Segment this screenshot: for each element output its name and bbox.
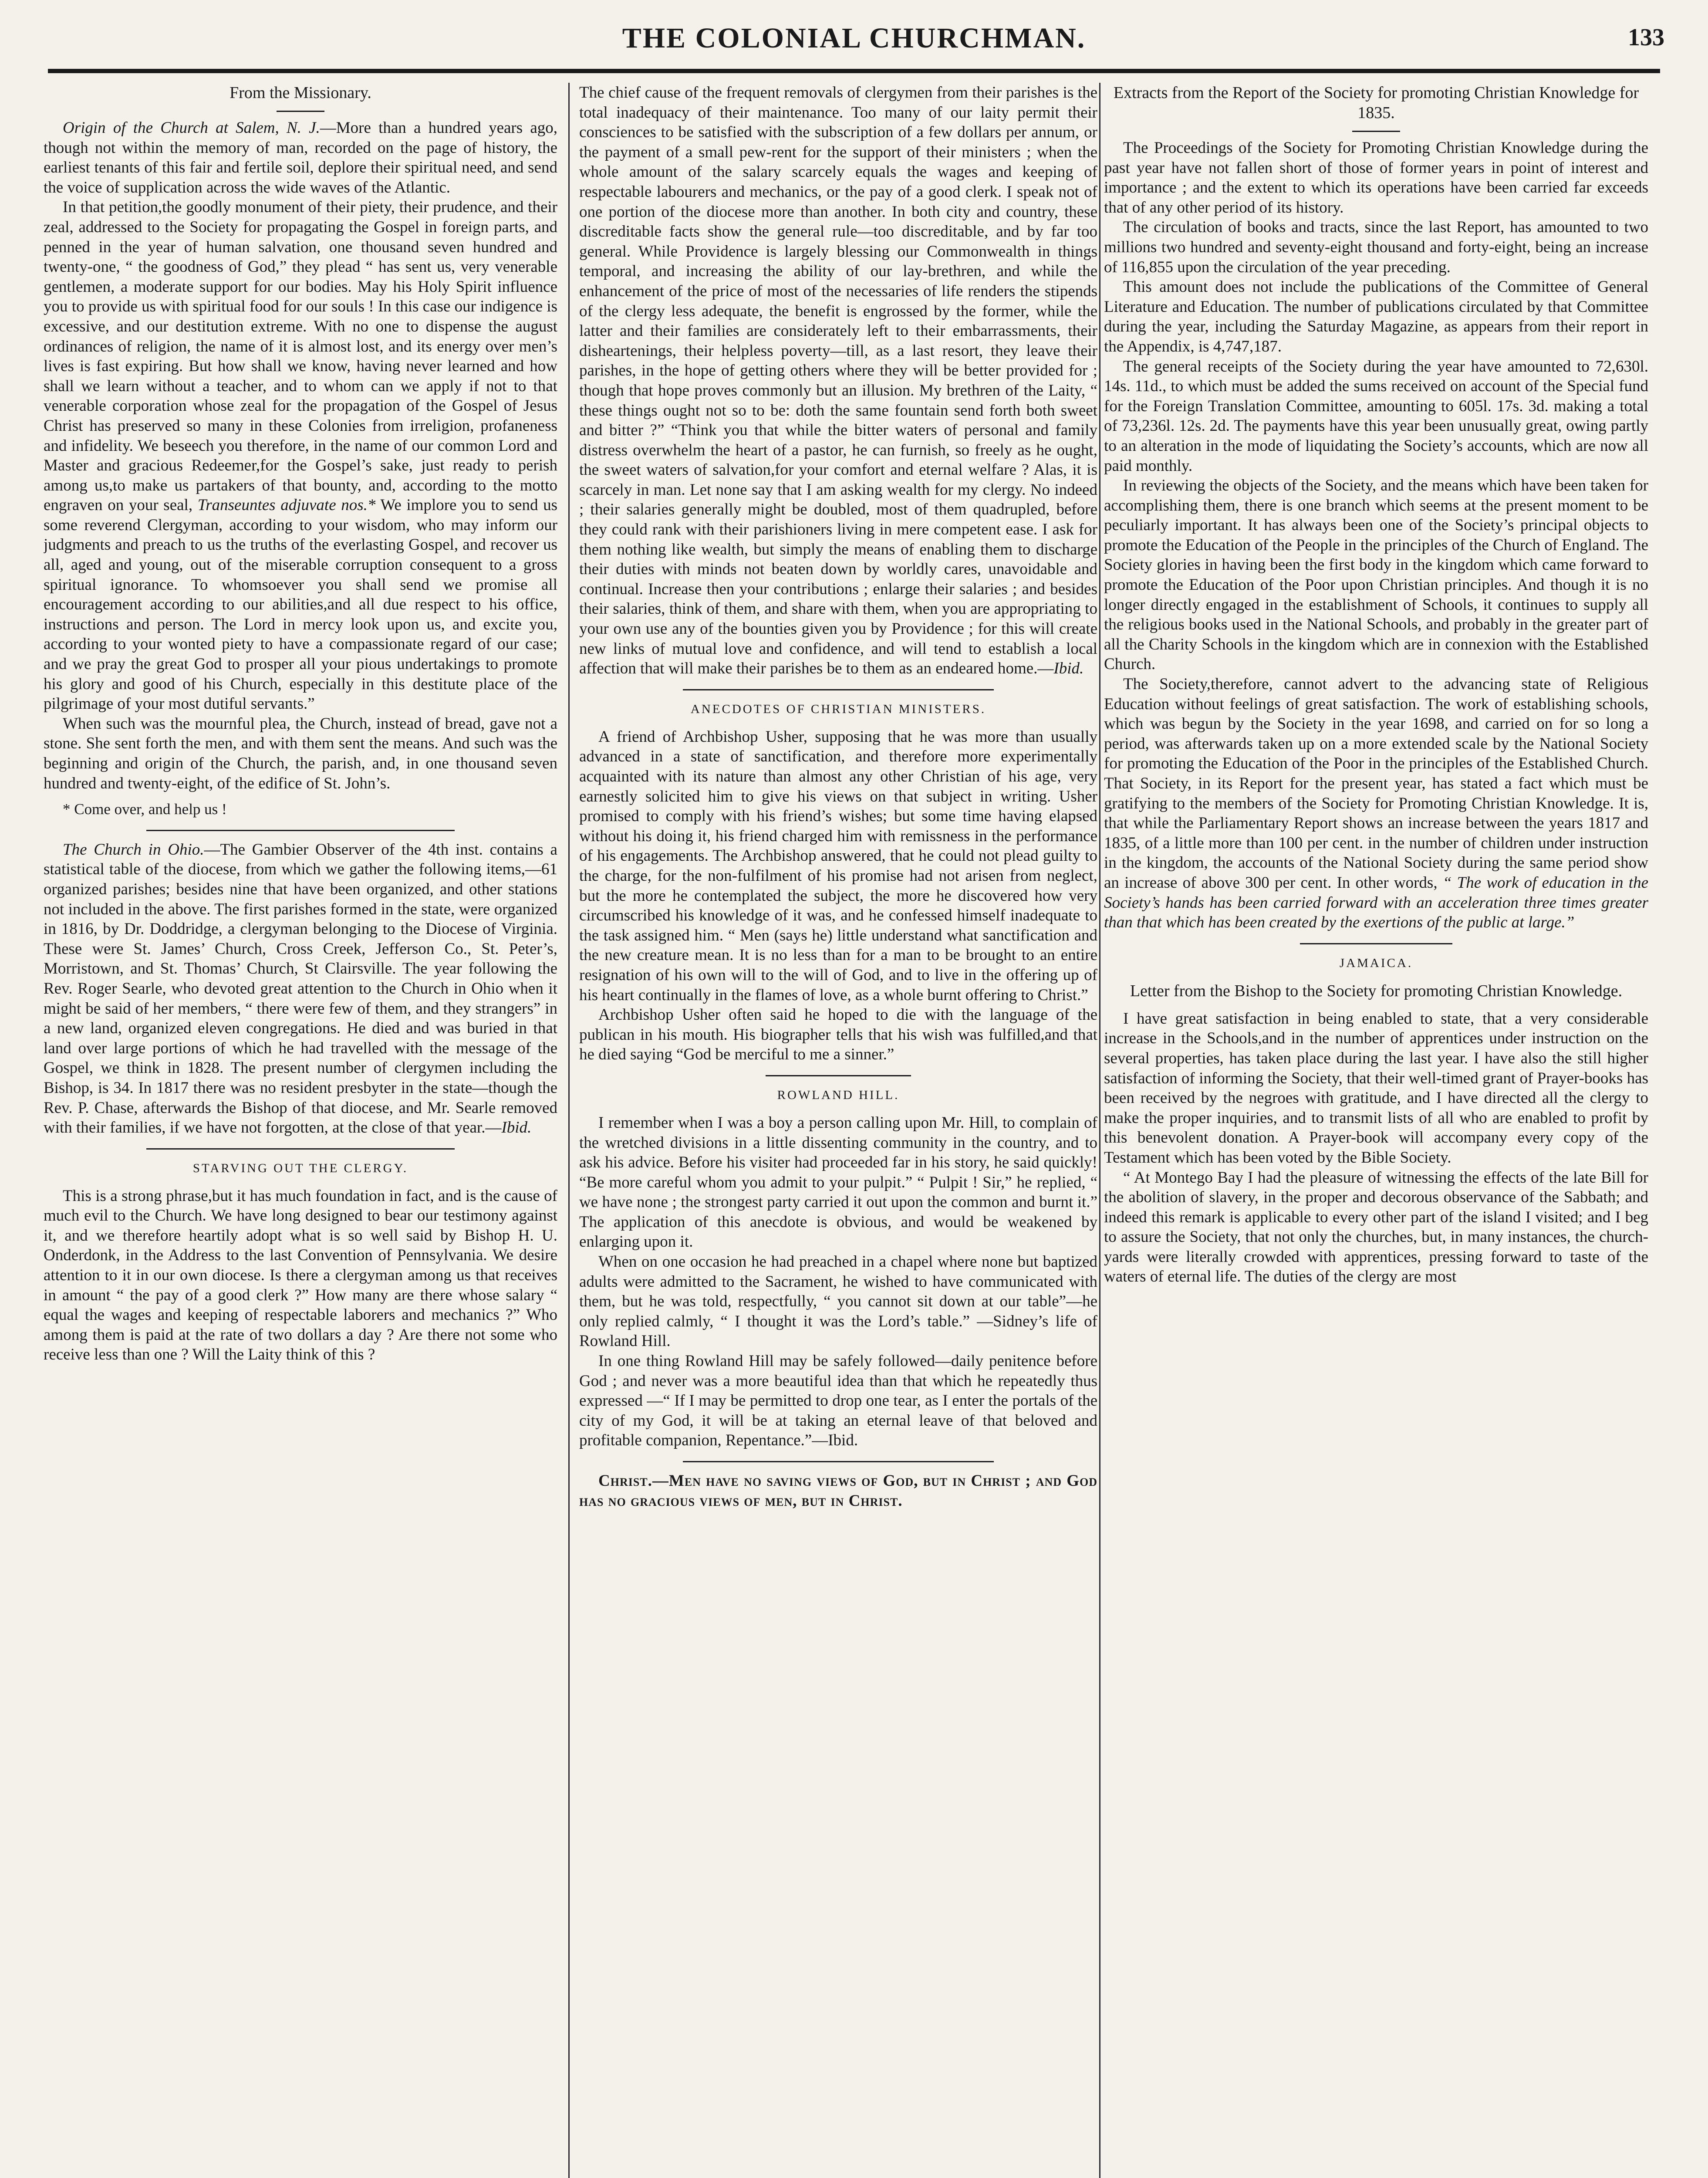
heading-rule [277, 111, 324, 112]
section-separator [146, 830, 455, 831]
article-ohio [44, 840, 557, 1138]
section-separator [1300, 943, 1452, 944]
source-ibid: Ibid. [501, 1119, 532, 1137]
article-salem [44, 118, 557, 819]
running-title: THE COLONIAL CHURCHMAN. [622, 22, 1086, 54]
report-paragraph: In reviewing the objects of the Society, and the means which have been taken for accomplishing them, there is one branch which seems at the present moment to be peculiarly important. It has always been one of the Society’s principal objects to promote the Education of the People in the principles of the Church of England. The Society glories in having been the first body in the kingdom which came forward to promote the Education of the Poor upon Christian principles. And though it is no longer directly engaged in the establishment of Schools, it continues to supply all the religious books used in the National Schools, and probably in the greater part of all the Charity Schools in the kingdom which are in connexion with the Established Church. [1104, 477, 1648, 673]
article-title: The Church in Ohio. [63, 840, 204, 859]
ohio-paragraph [44, 840, 557, 1138]
report-paragraph: This amount does not include the publications of the Committee of General Literature and Education. The number of publications circulated by that Committee during the year, including the Saturday Magazine, as appears from their report in the Appendix, is 4,747,187. [1104, 278, 1648, 355]
usher-paragraph: Archbishop Usher often said he hoped to die with the language of the publican in his mouth. His biographer tells that his wish was fulfilled,and that he died saying “God be merciful to me a sinner.” [579, 1006, 1097, 1064]
article-heading: ANECDOTES OF CHRISTIAN MINISTERS. [690, 702, 986, 716]
starving-paragraph: This is a strong phrase,but it has much foundation in fact, and is the cause of much evil to the Church. We have long designed to bear our testimony against it, and we therefore heartily adopt what is so well said by Bishop H. U. Onderdonk, in the Address to the last Convention of Pennsylvania. We desire attention to it in our own diocese. Is there a clergyman among us that receives in amount “ the pay of a good clerk ?” How many are there whose salary “ equal the wages and keeping of respectable laborers and mechanics ?” Who among them is paid at the rate of two dollars a day ? Are there not some who receive less than one ? Will the Laity think of this ? [44, 1187, 557, 1364]
article-anecdotes [579, 699, 1097, 1065]
jamaica-paragraph: I have great satisfaction in being enabled to state, that a very considerable increase in the Schools,and in the number of apprentices under instruction on the several properties, has taken place during the last year. I have also the still higher satisfaction of informing the Society, that their well-timed grant of Prayer-books has been received by the negroes with gratitude, and I have directed all the clergy to make the proper inquiries, and to transmit lists of all who are enabled to profit by this benevolent donation. A Prayer-book will accompany every copy of the Testament which has been voted by the Bible Society. [1104, 1009, 1648, 1167]
report-paragraph: The Proceedings of the Society for Promoting Christian Knowledge during the past year have not fallen short of those of former years in point of interest and importance ; and the extent to which its operations have been carried far exceeds that of any other period of its history. [1104, 139, 1648, 216]
salem-paragraph [44, 118, 557, 197]
salem-paragraph [44, 197, 557, 714]
jamaica-paragraph: “ At Montego Bay I had the pleasure of witnessing the effects of the late Bill for the abolition of slavery, in the proper and decorous observance of the Sabbath; and indeed this remark is applicable to every other part of the island I visited; and I beg to assure the Society, that not only the churches, but, in many instances, the church-yards were literally crowded with apprentices, pressing forward to taste of the waters of eternal life. The duties of the clergy are most [1104, 1168, 1648, 1286]
column-3 [1104, 83, 1648, 2178]
rowland-paragraph: In one thing Rowland Hill may be safely followed—daily penitence before God ; and never was a more beautiful idea than that which he repeatedly thus expressed —“ If I may be permitted to drop one tear, as I enter the portals of the city of my God, it will be at taking an eternal leave of that beloved and profitable companion, Repentance.”—Ibid. [579, 1352, 1097, 1450]
salem-text: In that petition,the goodly monument of their piety, their prudence, and their zeal, addressed to the Society for propagating the Gospel in foreign parts, and penned in the year of human salvation, one thousand seven hundred and twenty-one, “ the goodness of God,” they plead “ has sent us, very venerable gentlemen, a moderate support for our bodies. May his Holy Spirit influence you to provide us with spiritual food for our souls ! In this case our indigence is excessive, and our destitution extreme. With no one to dispense the august ordinances of religion, the name of it is almost lost, and its energy over men’s lives is fast expiring. But how shall we know, having never learned and how shall we learn without a teacher, and to whom can we apply if not to that venerable corporation whose zeal for the propagation of the Gospel of Jesus Christ has preserved so many in these Colonies from irreligion, profaneness and infidelity. We beseech you therefore, in the name of our common Lord and Master and gracious Redeemer,for the Gospel’s sake, just ready to perish among us,to make us partakers of that bounty, and, according to the motto engraven on your seal, [44, 198, 557, 514]
rowland-paragraph: I remember when I was a boy a person calling upon Mr. Hill, to complain of the wretched divisions in a little dissenting community in the country, and to ask his advice. Before his visiter had proceeded far in his story, he said quickly! “Be more careful whom you admit to your pulpit.” “ Pulpit ! Sir,” he replied, “ we have none ; the strongest party carried it out upon the common and burnt it.” The application of this anecdote is obvious, and would be weakened by enlarging upon it. [579, 1113, 1097, 1251]
report-quote: “ The work of education in the Society’s hands has been carried forward with an acceleration three times greater than that which has been created by the exertions of the public at large.” [1104, 873, 1648, 932]
source-heading: From the Missionary. [230, 84, 371, 102]
report-paragraph: The general receipts of the Society during the year have amounted to 72,630l. 14s. 11d., to which must be added the sums received on account of the Special fund for the Foreign Translation Committee, amounting to 605l. 17s. 3d. making a total of 73,236l. 12s. 2d. The payments have this year been unusually great, owing partly to an alteration in the mode of liquidating the Society’s accounts, which are now all paid monthly. [1104, 357, 1648, 475]
page-number: 133 [1628, 24, 1664, 51]
ohio-text: —The Gambier Observer of the 4th inst. contains a statistical table of the diocese, from which we gather the following items,—61 organized parishes; besides nine that have been organized, and other stations not included in the above. The first parishes formed in the state, were organized in 1816, by Dr. Doddridge, a clergyman belonging to the Diocese of Virginia. These were St. James’ Church, Cross Creek, Jefferson Co., St. Peter’s, Morristown, and St. Thomas’ Church, St Clairsville. The year following the Rev. Roger Searle, who devoted great attention to the Church in Ohio when it might be said of her members, “ there were few of them, and they strangers” in a new land, organized eleven congregations. He died and was buried in that land over large portions of which he had travelled with the message of the Gospel, we think in 1828. The present number of clergymen including the Bishop, is 34. In 1817 there was no resident presbyter in the state—though the Rev. P. Chase, afterwards the Bishop of that diocese, and Mr. Searle removed with their families, if we have not forgotten, at the close of that year.— [44, 840, 557, 1137]
section-separator [683, 689, 994, 690]
article-spck-report [1104, 83, 1648, 933]
section-separator [766, 1075, 911, 1076]
article-heading: STARVING OUT THE CLERGY. [192, 1161, 408, 1175]
usher-paragraph: A friend of Archbishop Usher, supposing that he was more than usually advanced in a state of sanctification, and therefore more experimentally acquainted with its nature than almost any other Christian of his age, very earnestly solicited him to give his views on that subject in writing. Usher promised to comply with his friend’s wishes; but some time having elapsed without his doing it, his friend charged him with remissness in the performance of his engagements. The Archbishop answered, that he could not plead guilty to the charge, for the non-fulfilment of his promise had not arisen from neglect, but the more he contemplated the subject, the more he discovered how very circumscribed his knowledge of it was, and he confessed himself inadequate to the task assigned him. “ Men (says he) little understand what sanctification and the new creature mean. It is no less than for a man to be brought to an entire resignation of his own will to the will of God, and to live in the offering up of his heart continually in the flames of love, as a whole burnt offering to Christ.” [579, 727, 1097, 1004]
article-rowland-hill [579, 1085, 1097, 1451]
column-1 [44, 83, 557, 2178]
article-jamaica [1104, 953, 1648, 1287]
christ-paragraph: Christ.—Men have no saving views of God, but in Christ ; and God has no gracious views of men, but in Christ. [579, 1472, 1097, 1510]
header-rule [48, 69, 1660, 73]
heading-rule [1352, 131, 1400, 132]
article-heading: ROWLAND HILL. [777, 1088, 900, 1102]
salem-paragraph: When such was the mournful plea, the Church, instead of bread, gave not a stone. She sent forth the men, and with them sent the means. And such was the beginning and origin of the Church, the parish, and, in one thousand seven hundred and twenty-eight, of the edifice of St. John’s. [44, 714, 557, 792]
rowland-paragraph: When on one occasion he had preached in a chapel where none but baptized adults were admitted to the Sacrament, he wished to have communicated with them, but he was told, respectfully, “ you cannot sit down at our table”—he only replied calmly, “ I thought it was the Lord’s table.” —Sidney’s life of Rowland Hill. [579, 1253, 1097, 1350]
footnote: * Come over, and help us ! [63, 801, 227, 818]
salem-text: —More than a hundred years ago, though not within the memory of man, recorded on the page of history, the earliest tenants of this fair and fertile soil, deplore their spiritual need, and send the voice of supplication across the wide waves of the Atlantic. [44, 119, 557, 196]
seal-motto: Transeuntes adjuvate nos.* [197, 496, 376, 514]
clergy-text: The chief cause of the frequent removals of clergymen from their parishes is the total inadequacy of their maintenance. Too many of our laity permit their consciences to be satisfied with the subscription of a few dollars per annum, or the payment of a small pew-rent for the support of their ministers ; when the whole amount of the salary scarcely equals the wages and keeping of respectable labourers and mechanics, or the pay of a good clerk. I speak not of one portion of the diocese more than another. In both city and country, these discreditable facts show the general rule—too discreditable, and by far too general. While Providence is largely blessing our Commonwealth in things temporal, and increasing the ability of our lay-brethren, and while the enhancement of the price of most of the necessaries of life renders the stipends of the clergy less adequate, the benefit is engrossed by the former, while the latter and their families are considerately left to their embarrassments, their disheartenings, their helpless poverty—till, as a last resort, they leave their parishes, in the hope of getting others where they will be better provided for ; though that hope proves commonly but an illusion. My brethren of the Laity, “ these things ought not so to be: doth the same fountain send forth both sweet and bitter ?” “Think you that while the bitter waters of personal and family distress overwhelm the heart of a pastor, he can furnish, so freely as he ought, the sweet waters of salvation,for your comfort and eternal welfare ? Alas, it is scarcely in man. Let none say that I am asking wealth for my clergy. No indeed ; their salaries generally might be doubled, most of them quadrupled, before they could rank with their parishioners living in mere competent ease. I ask for them nothing like wealth, but simply the means of enabling them to discharge their duties with minds not beaten down by worldly cares, unavoidable and continual. Increase then your contributions ; enlarge their salaries ; and besides their salaries, think of them, and share with them, when you are appropriating to your own use any of the bounties given you by Providence ; for this will create new links of mutual love and confidence, and will tend to establish a local affection that will make their parishes be to them as an endeared home.— [579, 84, 1097, 678]
salem-text: We implore you to send us some reverend Clergyman, according to your wisdom, who may inform our judgments and preach to us the truths of the everlasting Gospel, and recover us all, aged and young, out of the miserable corruption consequent to a gross spiritual ignorance. To whomsoever you shall send we promise all encouragement according to our abilities,and all due respect to his office, instructions and person. The Lord in mercy look upon us, and excite you, according to your wonted piety to have a compassionate regard of our case; and we pray the great God to prosper all your pious undertakings to promote his glory and good of his Church, especially in this destitute place of the pilgrimage of your most dutiful servants.” [44, 496, 557, 713]
column-2 [579, 83, 1097, 2178]
clergy-paragraph [579, 83, 1097, 679]
column-rule [1099, 83, 1100, 2178]
section-separator [146, 1148, 455, 1150]
article-starving [44, 1158, 557, 1365]
source-ibid: Ibid. [1053, 659, 1084, 678]
section-separator [683, 1461, 994, 1462]
article-heading: Extracts from the Report of the Society for promoting Christian Knowledge for 1835. [1113, 84, 1639, 122]
report-paragraph: The circulation of books and tracts, since the last Report, has amounted to two millions two hundred and seventy-eight thousand and forty-eight, being an increase of 116,855 upon the circulation of the year preceding. [1104, 218, 1648, 276]
report-paragraph [1104, 674, 1648, 933]
column-rule [568, 83, 570, 2178]
article-heading: JAMAICA. [1339, 956, 1413, 970]
page-header [30, 17, 1678, 70]
article-subheading: Letter from the Bishop to the Society for promoting Christian Knowledge. [1130, 981, 1623, 1000]
article-clergy-continued [579, 83, 1097, 679]
article-title: Origin of the Church at Salem, N. J. [63, 119, 320, 137]
report-text: The Society,therefore, cannot advert to the advancing state of Religious Education without feelings of great satisfaction. The work of establishing schools, which was begun by the Society in the year 1698, and carried on for so long a period, was afterwards taken up on a more extended scale by the National Society for promoting the Education of the Poor in the principles of the Established Church. That Society, in its Report for the present year, has stated a fact which must be gratifying to the members of the Society for Promoting Christian Knowledge. It is, that while the Parliamentary Report shows an increase between the years 1817 and 1835, of a little more than 100 per cent. in the number of children under instruction in the kingdom, the accounts of the National Society during the same period show an increase of above 300 per cent. In other words, [1104, 675, 1648, 892]
